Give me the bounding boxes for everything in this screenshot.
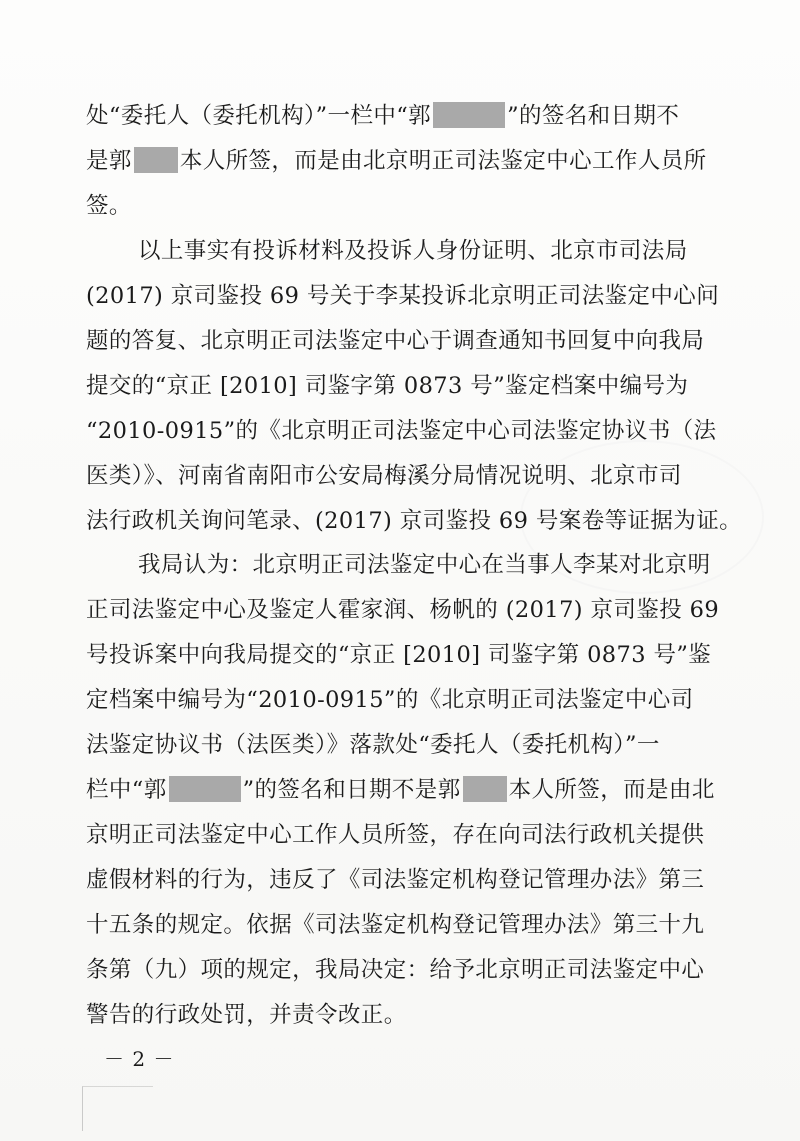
text-line-7: 提交的“京正 [2010] 司鉴字第 0873 号”鉴定档案中编号为	[86, 373, 689, 399]
text-line-3: 签。	[86, 193, 132, 219]
text-line-14: 定档案中编号为“2010-0915”的《北京明正司法鉴定中心司	[86, 687, 694, 713]
text-line-9: 医类）》、河南省南阳市公安局梅溪分局情况说明、北京市司	[86, 463, 682, 489]
redacted-name-block	[433, 102, 505, 128]
text-segment: 本人所签，而是由北京明正司法鉴定中心工作人员所	[179, 148, 707, 174]
text-line-11: 我局认为：北京明正司法鉴定中心在当事人李某对北京明	[138, 552, 711, 578]
text-segment: 本人所签，而是由北	[508, 777, 715, 803]
text-line-16	[86, 775, 716, 805]
text-line-13: 号投诉案中向我局提交的“京正 [2010] 司鉴字第 0873 号”鉴	[86, 642, 712, 668]
redacted-name-block	[169, 776, 241, 802]
text-line-18: 虚假材料的行为，违反了《司法鉴定机构登记管理办法》第三	[86, 867, 705, 893]
text-line-5: (2017) 京司鉴投 69 号关于李某投诉北京明正司法鉴定中心问	[86, 283, 720, 309]
text-segment: ”的签名和日期不是郭	[242, 777, 461, 803]
text-line-12: 正司法鉴定中心及鉴定人霍家润、杨帆的 (2017) 京司鉴投 69	[86, 597, 720, 623]
text-segment: 是郭	[86, 148, 132, 174]
text-segment: 栏中“郭	[86, 777, 167, 803]
text-line-1	[86, 101, 716, 131]
text-line-19: 十五条的规定。依据《司法鉴定机构登记管理办法》第三十九	[86, 912, 705, 938]
text-segment: ”的签名和日期不	[507, 103, 680, 129]
text-line-20: 条第（九）项的规定，我局决定：给予北京明正司法鉴定中心	[86, 957, 705, 983]
text-line-15: 法鉴定协议书（法医类）》落款处“委托人（委托机构）”一	[86, 732, 660, 758]
text-line-8: “2010-0915”的《北京明正司法鉴定中心司法鉴定协议书（法	[86, 418, 717, 444]
redacted-name-block	[463, 776, 507, 802]
text-line-2	[86, 146, 716, 176]
text-line-21: 警告的行政处罚，并责令改正。	[86, 1002, 407, 1028]
text-line-4: 以上事实有投诉材料及投诉人身份证明、北京市司法局	[138, 238, 688, 264]
redacted-name-block	[134, 147, 178, 173]
margin-handwritten-marks	[82, 1086, 153, 1131]
text-line-6: 题的答复、北京明正司法鉴定中心于调查通知书回复中向我局	[86, 328, 705, 354]
text-line-10: 法行政机关询问笔录、(2017) 京司鉴投 69 号案卷等证据为证。	[86, 508, 743, 534]
text-line-17: 京明正司法鉴定中心工作人员所签，存在向司法行政机关提供	[86, 822, 705, 848]
text-segment: 处“委托人（委托机构）”一栏中“郭	[86, 103, 432, 129]
page-number: － 2 －	[104, 1047, 175, 1071]
